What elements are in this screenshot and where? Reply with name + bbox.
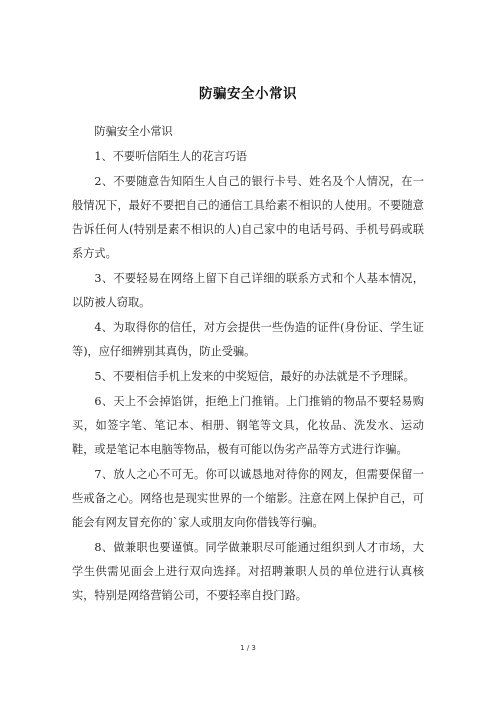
paragraph-tip-6: 6、天上不会掉馅饼，拒绝上门推销。上门推销的物品不要轻易购买，如签字笔、笔记本、相册、钢笔等文具，化妆品、洗发水、运动鞋，或是笔记本电脑等物品，极有可能以伪劣产品等方式进行诈骗。 <box>72 395 424 456</box>
paragraph-tip-1: 1、不要听信陌生人的花言巧语 <box>94 150 247 163</box>
paragraph-tip-3: 3、不要轻易在网络上留下自己详细的联系方式和个人基本情况，以防被人窃取。 <box>72 272 424 309</box>
paragraph-tip-8: 8、做兼职也要谨慎。同学做兼职尽可能通过组织到人才市场，大学生供需见面会上进行双向选择。对招聘兼职人员的单位进行认真核实，特别是网络营销公司，不要轻率自投门路。 <box>72 541 424 602</box>
paragraph-tip-7: 7、放人之心不可无。你可以诚恳地对待你的网友，但需要保留一些戒备之心。网络也是现实世界的一个缩影。注意在网上保护自己，可能会有网友冒充你的`家人或朋友向你借钱等行骗。 <box>72 468 424 529</box>
document-body <box>72 120 424 609</box>
paragraph-tip-2: 2、不要随意告知陌生人自己的银行卡号、姓名及个人情况，在一般情况下，最好不要把自己的通信工具给素不相识的人使用。不要随意告诉任何人(特别是素不相识的人)自己家中的电话号码、手机号码或联系方式。 <box>72 175 424 260</box>
document-title: 防骗安全小常识 <box>199 86 297 102</box>
page-number: 1 / 3 <box>240 644 256 652</box>
paragraph-tip-4: 4、为取得你的信任，对方会提供一些伪造的证件(身份证、学生证等)，应仔细辨别其真伪，防止受骗。 <box>72 321 424 358</box>
paragraph-heading: 防骗安全小常识 <box>94 125 173 138</box>
paragraph-tip-5: 5、不要相信手机上发来的中奖短信，最好的办法就是不予理睬。 <box>94 370 415 383</box>
